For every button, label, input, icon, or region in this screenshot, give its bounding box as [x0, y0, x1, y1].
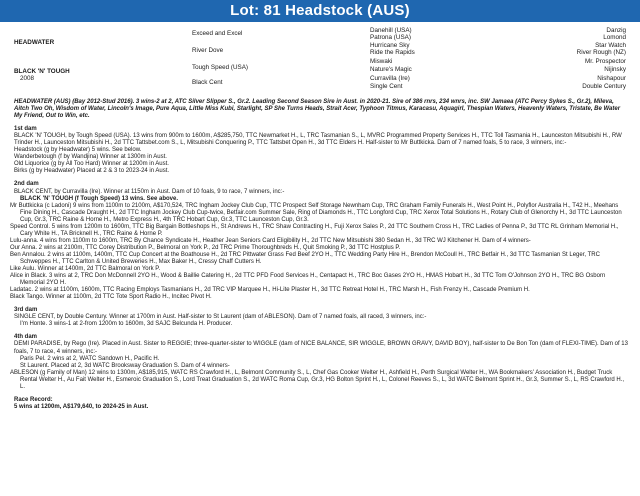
first-dam-foal-2: Wanderbetough (f by Wandjina) Winner at 1300m in Aust. [14, 154, 167, 161]
fourth-dam-heading: 4th dam [14, 334, 38, 341]
pedigree-gen3-4: Ride the Rapids [370, 49, 415, 56]
first-dam-foal-3: Old Liquorice (g by All Too Hard) Winner at 1200m in Aust. [14, 161, 169, 168]
pedigree-gen2-3: Tough Speed (USA) [192, 64, 249, 71]
lot-title: Lot: 81 Headstock (AUS) [230, 2, 410, 19]
pedigree-gen3-2: Patrona (USA) [370, 34, 411, 41]
fourth-dam-foal-2: St Laurent. Placed at 2, 3d WATC Brooksway Graduation S. Dam of 4 winners- [20, 362, 230, 369]
sire-summary: HEADWATER (AUS) (Bay 2012-Stud 2016). 3 wins-2 at 2, ATC Silver Slipper S., Gr.2. Leading Second Season Sire in Aust. in 2020-21. Sire of 386 rnrs, 234 wnrs, inc. SW Jamaea (ATC Percy Sykes S., Gr.2), Mileva, Aitch Two Oh, Wisdom of Water, Lincoln's Image, Pure Aqua, Little Miss Kubi, Starlight, SP She Turns Heads, Strait Acer, Typhoon Titmus, Karacasu, Aquagirl, Thespian Waters, Heavenly Waters, Tristate, Be Water My Friend, Out to Win, etc. [14, 99, 621, 120]
second-dam-grandfoal-3: Like Aulu. Winner at 1400m, 2d TTC Balmoral on York P. [10, 266, 161, 273]
third-dam-heading: 3rd dam [14, 307, 38, 314]
second-dam-summary: BLACK CENT, by Curravilla (Ire). Winner at 1150m in Aust. Dam of 10 foals, 9 to race, 7 winners, inc:- [14, 188, 285, 195]
second-dam-foal-3: Speed Control. 5 wins from 1200m to 1600m, TTC Big Bargain Bottleshops H., St Andrews H., TRC Shaw Contracting H., Fuji Xerox Sales P., 2d TTC Southern Cross H., TRC Ladies of Penna P., 3d TTC RL Grinham Memorial H., Cary White H., TA Bricknell H., TRC Raine & Horne P. [10, 223, 619, 237]
second-dam-foal-6: Ladatac. 2 wins at 1100m, 1600m, TTC Racing Employs Tasmanians H., 2d TRC VIP Marquee H., Hi-Lite Plaster H., 3d TTC Retreat Hotel H., TRC Marsh H., Fish Frenzy H., Cascade Premium H. [10, 287, 530, 294]
fourth-dam-summary: DEMI PARADISE, by Rego (Ire). Placed in Aust. Sister to REGGIE; three-quarter-sister to WIGGLE (dam of NICE BALANCE, SIR WIGGLE, BROWN GRAVY, DAVID BOY), half-sister to De Bon Ton (dam of FLEXI-TIME). Dam of 13 foals, 7 to race, 4 winners, inc:- [14, 341, 628, 355]
pedigree-gen3-1: Danehill (USA) [370, 27, 412, 34]
second-dam-foal-7: Black Tango. Winner at 1100m, 2d TTC Tote Sport Radio H., Incitec Pivot H. [10, 294, 212, 301]
second-dam-foal-1: BLACK 'N' TOUGH (f Tough Speed) 13 wins. See above. [20, 195, 178, 202]
pedigree-gen4-2: Lomond [603, 34, 626, 41]
first-dam-foal-1: Headstock (g by Headwater) 5 wins. See below. [14, 147, 142, 154]
pedigree-gen4-7: Nishapour [597, 75, 626, 82]
first-dam-foal-4: Birks (g by Headwater) Placed at 2 & 3 to 2023-24 in Aust. [14, 168, 170, 175]
pedigree-gen3-5: Miswaki [370, 58, 393, 65]
first-dam-heading: 1st dam [14, 126, 37, 133]
dam-year: 2008 [20, 75, 35, 82]
first-dam-summary: BLACK 'N' TOUGH, by Tough Speed (USA). 13 wins from 900m to 1600m, A$285,750, TTC Newmarket H., L, TRC Tasmanian S., L, MVRC Programmed Property Services H., TTC Toll Tasmania H., Launceston Mitsubishi H., RW Trinder H., Launceston Mitsubishi H., 2d TTC Tattsbet.com S., L, Mitsubishi Conquering P., TTC Tattsbet Open H., 3d TTC Elders H. Half-sister to Mr Buttkicka. Dam of 7 named foals, 5 to race, 3 winners, inc:- [14, 133, 622, 147]
second-dam-heading: 2nd dam [14, 181, 39, 188]
second-dam-grandfoal-2: Ben Annalou. 2 wins at 1100m, 1400m, TTC Cup Concert at the Boathouse H., 2d TRC Pittwater Grass Fed Beef 2YO H., TTC Wedding Party Hire H., Brendon McCoull H., TRC Betfair H., 3d TTC Tasmanian St Leger, TRC Schweppes H., TTC Carlton & United Breweries H., Max Baker H., Cressy Chaff Cutters H. [10, 251, 600, 265]
pedigree-gen3-8: Single Cent [370, 83, 403, 90]
pedigree-gen4-1: Danzig [606, 27, 626, 34]
pedigree-gen4-6: Nijinsky [604, 66, 626, 73]
pedigree-gen2-2: River Dove [192, 47, 224, 54]
second-dam-foal-5: Alice in Black. 3 wins at 2, TRC Don McDonnell 2YO H., Wood & Baillie Catering H., 2d TTC PFD Food Services H., Centapact H., TRC Boc Gases 2YO H., HMAS Hobart H., 3d TTC Tom O'Johnson 2YO H., TRC BG Osborn Memorial 2YO H. [10, 273, 606, 287]
third-dam-summary: SINGLE CENT, by Double Century. Winner at 1700m in Aust. Half-sister to St Laurent (dam of ABLESON). Dam of 7 named foals, all raced, 3 winners, inc:- [14, 314, 427, 321]
pedigree-table [0, 27, 640, 101]
third-dam-foal-1: I'm Honte. 3 wins-1 at 2-from 1200m to 1600m, 3d SAJC Belcunda H. Producer. [20, 321, 233, 328]
pedigree-gen4-5: Mr. Prospector [585, 58, 626, 65]
catalogue-body [10, 99, 628, 411]
pedigree-gen2-4: Black Cent [192, 79, 223, 86]
race-record-line: 5 wins at 1200m, A$179,640, to 2024-25 in Aust. [14, 403, 149, 410]
second-dam-grandfoal-1: Our Anna. 2 wins at 2100m, TTC Corey Distribution P., Belmoral on York P., 2d TRC Prime Thoroughbreds H., Quit Smoking P., 3d TTC Hostplus P. [10, 244, 401, 251]
pedigree-gen2-1: Exceed and Excel [192, 30, 243, 37]
sire-name: HEADWATER [14, 39, 55, 46]
fourth-dam-foal-1: Paris Pel. 2 wins at 2, WATC Sandown H., Pacific H. [20, 355, 160, 362]
second-dam-foal-2: Mr Buttkicka (c Ladoni) 9 wins from 1100m to 2100m, A$170,524, TRC Ingham Jockey Club Cup, TTC Prospect Self Storage Newnham Cup, TRC Graham Family Funerals H., West Point H., Polyflor Australia H., T42 H., Meehans Fine Dining H., Cascade Draught H., 2d TTC Ingham Jockey Club Cup-twice, Betfair.com Summer Sale, Ring of Diamonds H., TTC Longford Cup, TRC Xerox Total Solutions H., Rotary Club of Glenorchy H., 3d TTC Launceston Cup, Gr.3, TRC Raine & Horne H., Metro Express H., 4th TRC Hobart Cup, Gr.3, TTC Launceston Cup, Gr.3. [10, 202, 622, 223]
pedigree-gen3-6: Nature's Magic [370, 66, 412, 73]
fourth-dam-grandfoal-1: ABLESON (g Family of Man) 12 wins to 1300m, A$185,915, WATC RS Crawford H., L, Belmont Community S., L, Chef Gas Cooker Welter H., Ashfield H., Perth Surgical Welter H., WA Bookmakers' Association H., Budget Truck Rental Welter H., Au Fait Welter H., Esmeroic Graduation S., Lord Treat Graduation S., 2d WATC Roma Cup, Gr.3, HG Bolton Sprint H., L, Colonel Reeves S., L, 3d WATC Belmont Sprint H., Gr.3, Summer S., L, RS Crawford H., L. [10, 369, 625, 390]
pedigree-gen4-3: Star Watch [595, 42, 626, 49]
race-record-heading: Race Record: [14, 396, 53, 403]
pedigree-gen3-7: Curravilla (Ire) [370, 75, 410, 82]
lot-banner [0, 0, 640, 22]
pedigree-gen4-8: Double Century [582, 83, 626, 90]
pedigree-gen4-4: River Rough (NZ) [576, 49, 626, 56]
dam-name: BLACK 'N' TOUGH [14, 68, 70, 75]
pedigree-gen3-3: Hurricane Sky [370, 42, 410, 49]
second-dam-foal-4: Lulu-anna. 4 wins from 1100m to 1600m, TRC By Chance Syndicate H., Heather Jean Seniors Card Eligibility H., 2d TTC New Mitsubishi 380 Sedan H., 3d TRC WJ Kitchener H. Dam of 4 winners- [10, 237, 531, 244]
